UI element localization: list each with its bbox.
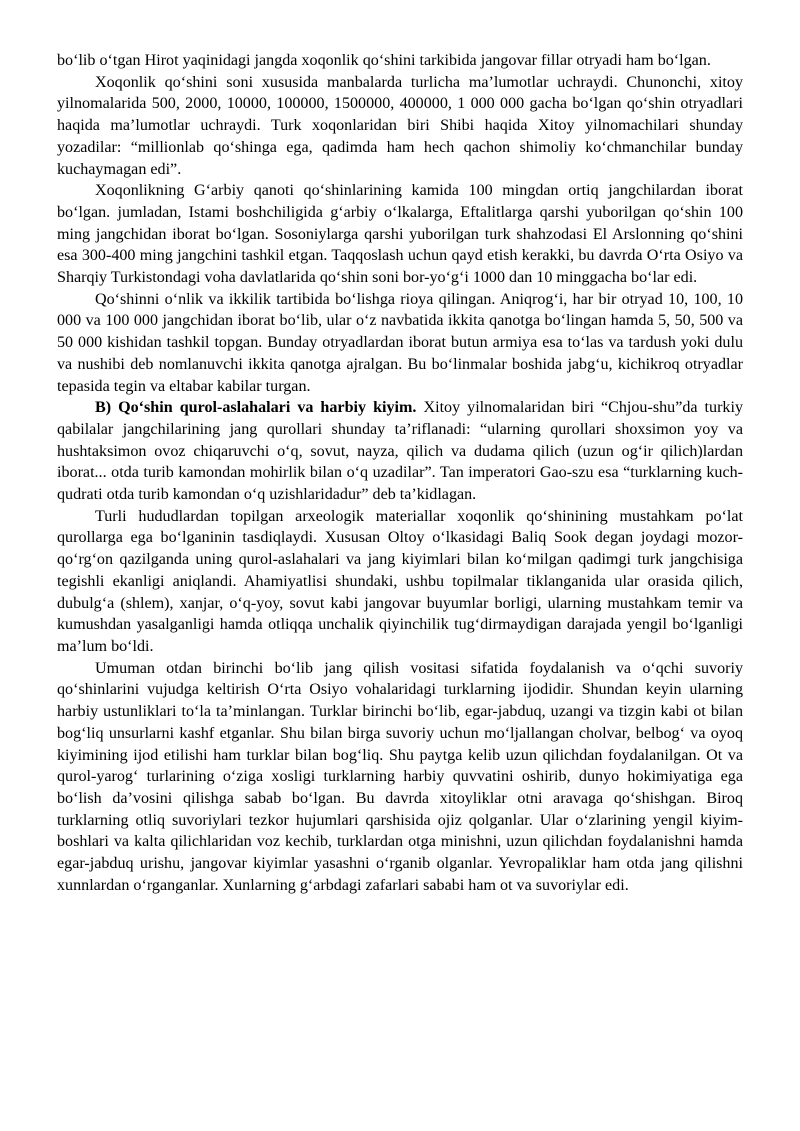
paragraph-3: Xoqonlikning G‘arbiy qanoti qo‘shinlarining kamida 100 mingdan ortiq jangchilardan iborat bo‘lgan. jumladan, Istami boshchiligida g‘arbiy o‘lkalarga, Eftalitlarga qarshi yuborilgan qo‘shin 100 ming jangchidan iborat bo‘lgan. Sosoniylarga qarshi yuborilgan turk shahzodasi El Arslonning qo‘shini esa 300-400 ming jangchini tashkil etgan. Taqqoslash uchun qayd etish kerakki, bu davrda O‘rta Osiyo va Sharqiy Turkistondagi voha davlatlarida qo‘shin soni bor-yo‘g‘i 1000 dan 10 minggacha bo‘lar edi. xyxy=(57,182,743,287)
paragraph-6: Turli hududlardan topilgan arxeologik materiallar xoqonlik qo‘shinining mustahkam po‘lat qurollarga ega bo‘lganinin tasdiqlaydi. Xususan Oltoy o‘lkasidagi Baliq Sook degan joydagi mozor-qo‘rg‘on qazilganda uning qurol-aslahalari va jang kiyimlari bilan ko‘milgan qadimgi turk jangchisiga tegishli ekanligi aniqlandi. Ahamiyatlisi shundaki, ushbu topilmalar tiklanganida ular orasida qilich, dubulg‘a (shlem), xanjar, o‘q-yoy, sovut kabi jangovar buyumlar borligi, ularning mustahkam temir va kumushdan yasalganligi hamda otliqqa unchalik qiyinchilik tug‘dirmaydigan darajada yengil bo‘lganligi ma’lum bo‘ldi. xyxy=(57,507,743,655)
document-page xyxy=(57,50,743,896)
paragraph-1: bo‘lib o‘tgan Hirot yaqinidagi jangda xoqonlik qo‘shini tarkibida jangovar fillar otryadi ham bo‘lgan. xyxy=(57,52,711,69)
paragraph-2: Xoqonlik qo‘shini soni xususida manbalarda turlicha ma’lumotlar uchraydi. Chunonchi, xitoy yilnomalarida 500, 2000, 10000, 100000, 1500000, 400000, 1 000 000 gacha bo‘lgan qo‘shin otryadlari haqida ma’lumotlar uchraydi. Turk xoqonlaridan biri Shibi haqida Xitoy yilnomachilari shunday yozadilar: “millionlab qo‘shinga ega, qadimda ham hech qachon shimoliy ko‘chmanchilar bunday kuchaymagan edi”. xyxy=(57,73,743,178)
paragraph-5 xyxy=(57,397,743,506)
paragraph-4: Qo‘shinni o‘nlik va ikkilik tartibida bo‘lishga rioya qilingan. Aniqrog‘i, har bir otryad 10, 100, 10 000 va 100 000 jangchidan iborat bo‘lib, ular o‘z navbatida ikkita qanotga bo‘lingan hamda 5, 50, 500 va 50 000 kishidan tashkil topgan. Bunday otryadlardan iborat butun armiya esa to‘las va tardush yoki dulu va nushibi deb nomlanuvchi ikkita qanotga ajralgan. Bu bo‘linmalar boshida jabg‘u, kichikroq otryadlar tepasida tegin va eltabar kabilar turgan. xyxy=(57,290,743,395)
paragraph-5-body: Xitoy yilnomalaridan biri “Chjou-shu”da turkiy qabilalar jangchilarining jang qurollari shunday ta’riflanadi: “ularning qurollari shoxsimon yoy va hushtaksimon ovoz chiqaruvchi o‘q, sovut, nayza, qilich va dudama qilich (uzun og‘ir qilich)lardan iborat... otda turib kamondan mohirlik bilan o‘q uzadilar”. Tan imperatori Gao-szu esa “turklarning kuch-qudrati otda turib kamondan o‘q uzishlaridadur” deb ta’kidlagan. xyxy=(57,399,743,504)
section-heading: B) Qo‘shin qurol-aslahalari va harbiy kiyim. xyxy=(95,399,417,417)
paragraph-7: Umuman otdan birinchi bo‘lib jang qilish vositasi sifatida foydalanish va o‘qchi suvoriy qo‘shinlarini vujudga keltirish O‘rta Osiyo vohalaridagi turklarning ijodidir. Shundan keyin ularning harbiy ustunliklari to‘la ta’minlangan. Turklar birinchi bo‘lib, egar-jabduq, uzangi va tizgin kabi ot bilan bog‘liq unsurlarni kashf etganlar. Shu bilan birga suvoriy uchun mo‘ljallangan cholvar, belbog‘ va oyoq kiyimining ijod etilishi ham turklar bilan bog‘liq. Shu paytga kelib uzun qilichdan foydalanilgan. Ot va qurol-yarog‘ turlarining o‘ziga xosligi turklarning harbiy quvvatini oshirib, dunyo hokimiyatiga ega bo‘lish da’vosini qilishga sabab bo‘lgan. Bu davrda xitoyliklar otni aravaga qo‘shishgan. Biroq turklarning otliq suvoriylari tezkor hujumlari qarshisida ojiz qolganlar. Ular o‘zlarining yengil kiyim-boshlari va kalta qilichlaridan voz kechib, turklardan otga minishni, uzun qilichdan foydalanishni hamda egar-jabduq urishu, jangovar kiyimlar yasashni o‘rganib olganlar. Yevropaliklar ham otda jang qilishni xunnlardan o‘rganganlar. Xunlarning g‘arbdagi zafarlari sababi ham ot va suvoriylar edi. xyxy=(57,659,743,894)
